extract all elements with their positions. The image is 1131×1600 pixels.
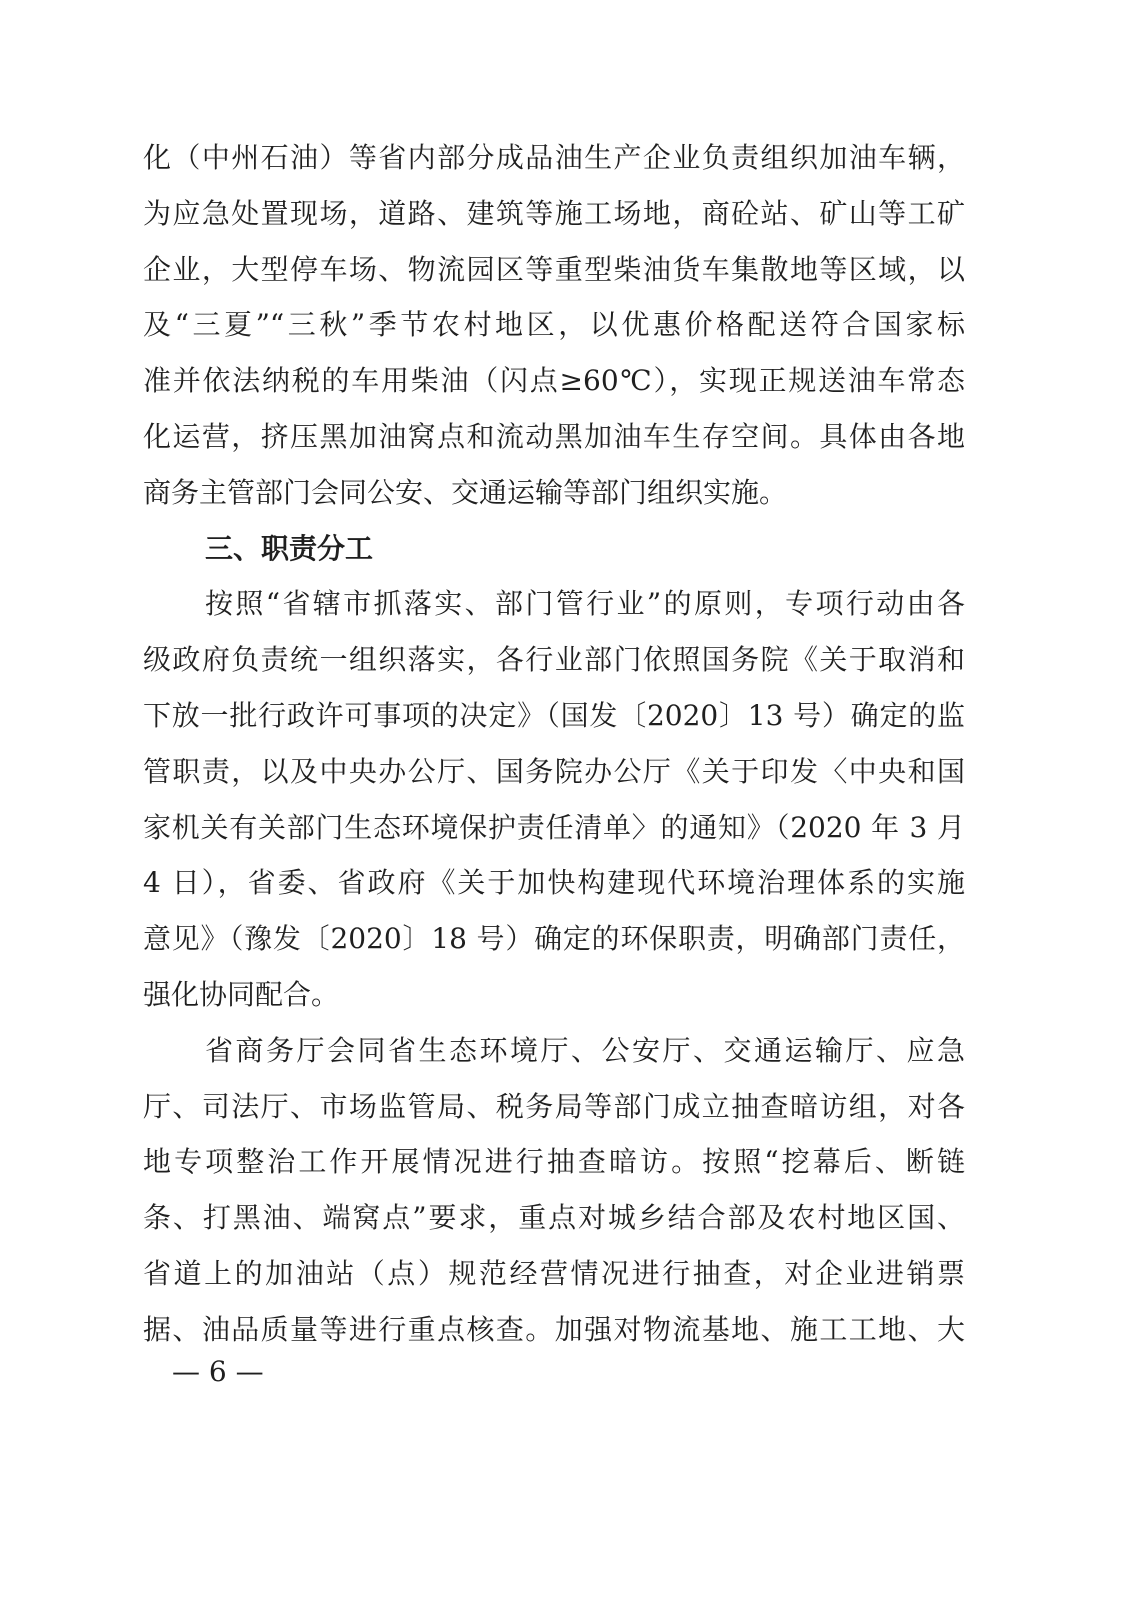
body-text-line: 企业，大型停车场、物流园区等重型柴油货车集散地等区域，以 xyxy=(143,252,965,286)
body-text-line: 厅、司法厅、市场监管局、税务局等部门成立抽查暗访组，对各 xyxy=(143,1089,965,1123)
body-text-line: 条、打黑油、端窝点”要求，重点对城乡结合部及农村地区国、 xyxy=(143,1201,965,1235)
paragraph xyxy=(143,1023,965,1358)
body-text-line: 强化协同配合。 xyxy=(143,977,340,1011)
document-body xyxy=(143,130,965,1358)
paragraph xyxy=(143,576,965,1022)
body-text-line: 家机关有关部门生态环境保护责任清单〉的通知》（2020 年 3 月 xyxy=(143,810,965,844)
body-text-line: 化运营，挤压黑加油窝点和流动黑加油车生存空间。具体由各地 xyxy=(143,419,965,453)
body-text-line: 据、油品质量等进行重点核查。加强对物流基地、施工工地、大 xyxy=(143,1312,965,1346)
body-text-line: 省商务厅会同省生态环境厅、公安厅、交通运输厅、应急 xyxy=(205,1033,965,1067)
section-heading: 三、职责分工 xyxy=(205,531,374,565)
body-text-line: 省道上的加油站（点）规范经营情况进行抽查，对企业进销票 xyxy=(143,1256,965,1290)
body-text-line: 化（中州石油）等省内部分成品油生产企业负责组织加油车辆， xyxy=(143,141,965,174)
body-text-line: 及“三夏”“三秋”季节农村地区，以优惠价格配送符合国家标 xyxy=(143,308,965,342)
paragraph xyxy=(143,130,965,521)
body-text-line: 级政府负责统一组织落实，各行业部门依照国务院《关于取消和 xyxy=(143,643,965,677)
body-text-line: 4 日），省委、省政府《关于加快构建现代环境治理体系的实施 xyxy=(143,866,965,900)
page-number: — 6 — xyxy=(172,1355,264,1388)
body-text-line: 下放一批行政许可事项的决定》（国发〔2020〕13 号）确定的监 xyxy=(143,698,965,732)
body-text-line: 管职责，以及中央办公厅、国务院办公厅《关于印发〈中央和国 xyxy=(143,754,965,788)
body-text-line: 准并依法纳税的车用柴油（闪点≥60℃），实现正规送油车常态 xyxy=(143,364,965,398)
body-text-line: 意见》（豫发〔2020〕18 号）确定的环保职责，明确部门责任， xyxy=(143,922,965,956)
body-text-line: 地专项整治工作开展情况进行抽查暗访。按照“挖幕后、断链 xyxy=(143,1145,965,1179)
body-text-line: 按照“省辖市抓落实、部门管行业”的原则，专项行动由各 xyxy=(205,587,965,621)
body-text-line: 商务主管部门会同公安、交通运输等部门组织实施。 xyxy=(143,475,788,509)
body-text-line: 为应急处置现场，道路、建筑等施工场地，商砼站、矿山等工矿 xyxy=(143,196,965,230)
